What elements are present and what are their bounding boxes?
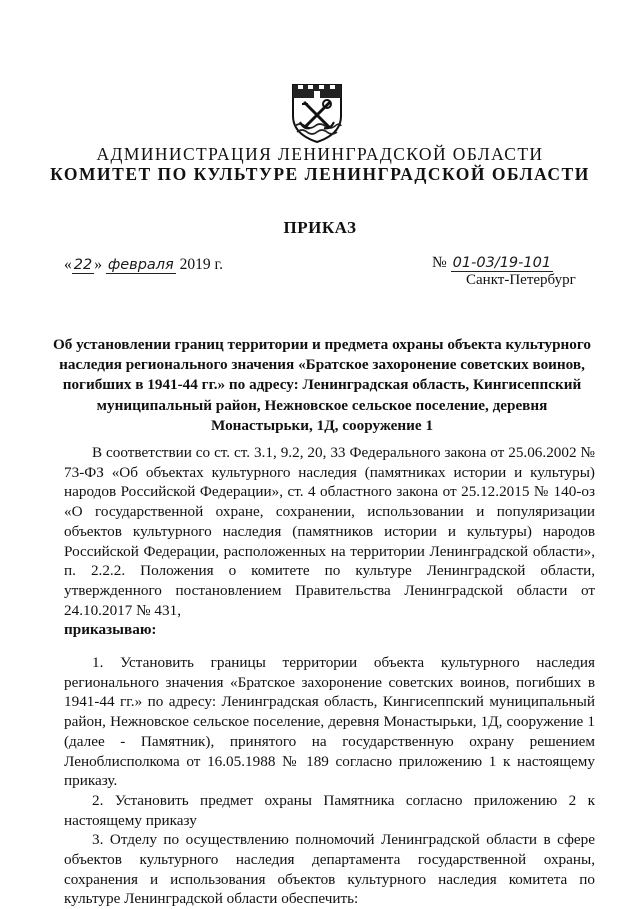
document-title: ПРИКАЗ (283, 218, 357, 237)
order-body (64, 443, 595, 909)
organization-name: АДМИНИСТРАЦИЯ ЛЕНИНГРАДСКОЙ ОБЛАСТИ (96, 144, 544, 164)
preamble-text: В соответствии со ст. ст. 3.1, 9.2, 20, 33 Федерального закона от 25.06.2002 № 73-ФЗ «Об объектах культурного наследия (памятниках истории и культуры) народов Российской Федерации», ст. 4 областного закона от 25.12.2015 № 140-оз «О государственной охране, сохранении, использовании и популяризации объектов культурного наследия (памятников истории и культуры) народов Российской Федерации, расположенных на территории Ленинградской области», п. 2.2.2. Положения о комитете по культуре Ленинградской области, утвержденного постановлением Правительства Ленинградской области от 24.10.2017 № 431, (64, 444, 595, 619)
number-value: 01-03/19-101 (452, 255, 552, 271)
order-subject: Об установлении границ территории и предмета охраны объекта культурного наследия регионального значения «Братское захоронение советских воинов, погибших в 1941-44 гг.» по адресу: Ленинградская область, Кингисеппский муниципальный район, Нежновское сельское поселение, деревня Монастырьки, 1Д, сооружение 1 (52, 336, 592, 434)
order-item-3: 3. Отделу по осуществлению полномочий Ленинградской области в сфере объектов культурного наследия департамента государственной охраны, сохранения и использования объектов культурного наследия комитета по культуре Ленинградской области обеспечить: (64, 831, 595, 908)
order-city: Санкт-Петербург (466, 272, 576, 288)
coat-of-arms-icon (290, 82, 344, 144)
order-item-2: 2. Установить предмет охраны Памятника согласно приложению 2 к настоящему приказу (64, 791, 595, 829)
date-year: 2019 г. (179, 256, 224, 273)
committee-name: КОМИТЕТ ПО КУЛЬТУРЕ ЛЕНИНГРАДСКОЙ ОБЛАСТИ (50, 164, 590, 184)
order-item-1: 1. Установить границы территории объекта культурного наследия регионального значения «Братское захоронение советских воинов, погибших в 1941-44 гг.» по адресу: Ленинградская область, Кингисеппский муниципальный район, Нежновское сельское поселение, деревня Монастырьки, 1Д, сооружение 1 (далее - Памятник), принятого на государственную охрану решением Леноблисполкома от 16.05.1988 № 189 согласно приложению 1 к настоящему приказу. (64, 654, 595, 790)
orders-word: приказываю: (64, 621, 157, 639)
preamble-paragraph (64, 443, 595, 640)
number-prefix: № (432, 254, 447, 271)
date-month: февраля (107, 257, 174, 273)
order-number (432, 254, 553, 272)
date-day: 22 (73, 257, 93, 273)
order-date: « 22 » февраля 2019 г. (64, 256, 224, 273)
